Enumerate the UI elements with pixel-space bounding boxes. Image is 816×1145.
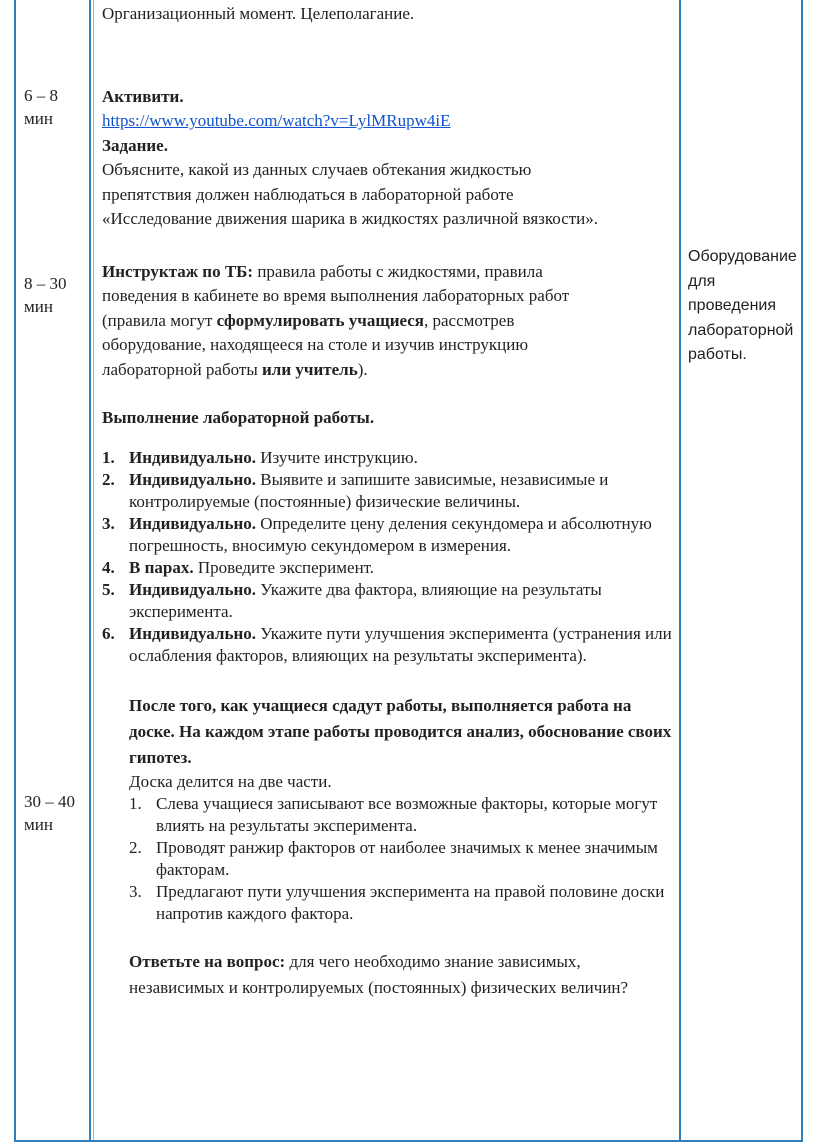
time-slot-1 — [24, 84, 58, 130]
safety-line-4: оборудование, находящееся на столе и изучив инструкцию — [102, 335, 529, 354]
activity-heading: Активити. — [102, 86, 184, 106]
time-slot-2 — [24, 272, 67, 318]
time-unit: мин — [24, 297, 53, 316]
video-link[interactable]: https://www.youtube.com/watch?v=LylMRupw4iE — [102, 111, 451, 130]
list-item: 1. Слева учащиеся записывают все возможные факторы, которые могут влиять на результаты эксперимента. — [129, 793, 658, 835]
time-range: 8 – 30 — [24, 274, 67, 293]
list-item: 2. Индивидуально. Выявите и запишите зависимые, независимые и контролируемые (постоянные) физические величины. — [102, 469, 609, 511]
question: Ответьте на вопрос: для чего необходимо знание зависимых, независимых и контролируемых (постоянных) физических величин? — [129, 951, 629, 997]
board-intro: Доска делится на две части. — [129, 771, 332, 791]
lesson-content — [102, 2, 674, 1001]
list-item: 4. В парах. Проведите эксперимент. — [102, 557, 375, 577]
list-item: 1. Индивидуально. Изучите инструкцию. — [102, 447, 418, 467]
safety-line-5: лабораторной работы или учитель). — [102, 359, 368, 379]
lab-steps-list — [102, 447, 674, 667]
safety-line-1: Инструктаж по ТБ: правила работы с жидкостями, правила — [102, 261, 543, 281]
lab-heading: Выполнение лабораторной работы. — [102, 408, 375, 427]
task-heading: Задание. — [102, 135, 168, 155]
column-divider-inner — [93, 0, 94, 1140]
time-slot-3 — [24, 790, 75, 836]
list-item: 2. Проводят ранжир факторов от наиболее значимых к менее значимым факторам. — [129, 837, 658, 879]
board-heading: После того, как учащиеся сдадут работы, выполняется работа на доске. На каждом этапе работы проводится анализ, обоснование своих гипотез. — [129, 695, 672, 767]
equipment-note: Оборудование для проведения лабораторной работы. — [688, 248, 797, 363]
task-text-line-2: препятствия должен наблюдаться в лабораторной работе — [102, 184, 514, 204]
board-steps-list — [129, 793, 674, 925]
column-divider-2 — [679, 0, 681, 1140]
column-divider-1 — [89, 0, 91, 1140]
safety-line-2: поведения в кабинете во время выполнения лабораторных работ — [102, 286, 570, 305]
time-unit: мин — [24, 815, 53, 834]
list-item: 3. Предлагают пути улучшения эксперимента на правой половине доски напротив каждого фактора. — [129, 881, 665, 923]
time-unit: мин — [24, 109, 53, 128]
time-range: 6 – 8 — [24, 86, 58, 105]
task-text-line-1: Объясните, какой из данных случаев обтекания жидкостью — [102, 160, 532, 179]
time-range: 30 – 40 — [24, 792, 75, 811]
safety-line-3: (правила могут сформулировать учащиеся, рассмотрев — [102, 310, 515, 330]
list-item: 6. Индивидуально. Укажите пути улучшения эксперимента (устранения или ослабления факторов, влияющих на результаты эксперимента). — [102, 623, 672, 665]
list-item: 5. Индивидуально. Укажите два фактора, влияющие на результаты эксперимента. — [102, 579, 602, 621]
task-text-line-3: «Исследование движения шарика в жидкостях различной вязкости». — [102, 209, 599, 228]
intro-text: Организационный момент. Целеполагание. — [102, 4, 415, 23]
list-item: 3. Индивидуально. Определите цену деления секундомера и абсолютную погрешность, вносимую секундомером в измерения. — [102, 513, 652, 555]
